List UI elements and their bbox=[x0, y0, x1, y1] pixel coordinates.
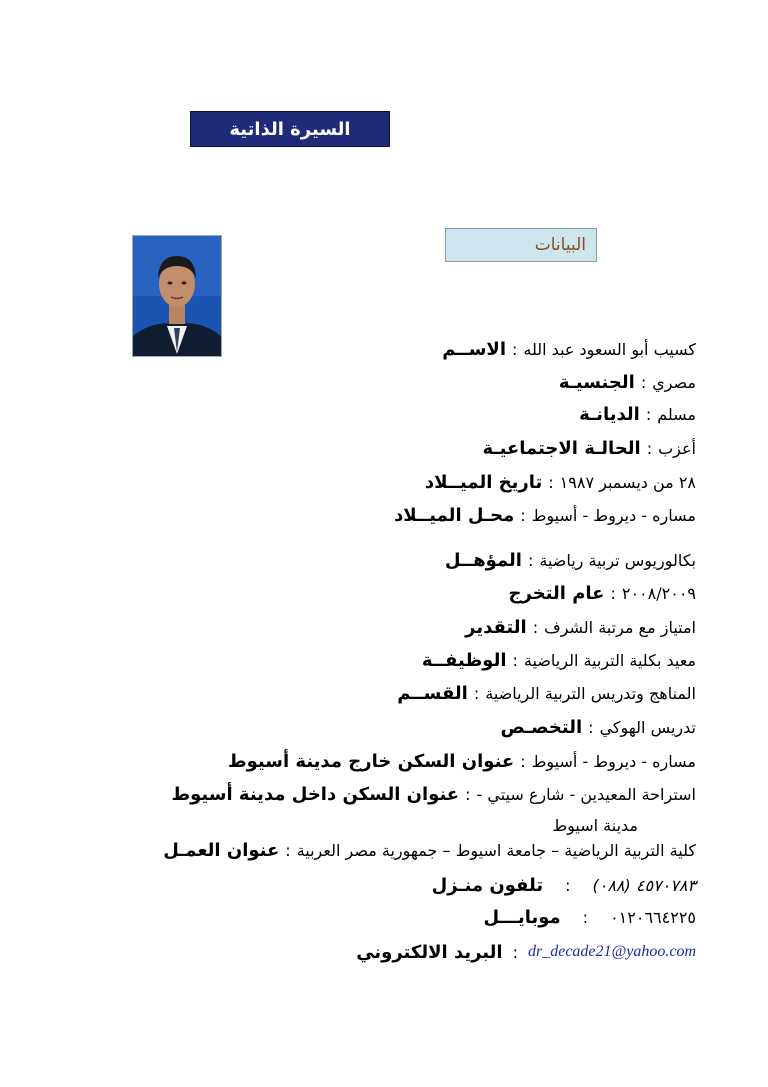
field-value: معيد بكلية التربية الرياضية bbox=[523, 650, 696, 670]
field-row-job bbox=[422, 645, 696, 675]
field-row-birth-place bbox=[394, 500, 696, 530]
field-separator: : bbox=[548, 472, 554, 492]
field-value: أعزب bbox=[658, 438, 696, 458]
field-value: مسلم bbox=[657, 404, 696, 424]
field-row-address-inside bbox=[171, 779, 696, 809]
field-separator: : bbox=[520, 751, 526, 771]
field-separator: : bbox=[610, 583, 616, 603]
field-row-graduation-year bbox=[509, 578, 696, 608]
field-value: استراحة المعيدين - شارع سيتي - bbox=[476, 784, 696, 804]
field-row-mobile bbox=[483, 902, 696, 932]
field-value: بكالوريوس تربية رياضية bbox=[539, 550, 696, 570]
field-row-religion bbox=[579, 399, 696, 429]
field-separator: : bbox=[645, 404, 652, 424]
field-separator: : bbox=[640, 372, 647, 392]
field-value: ٤٥٧٠٧٨٣ (٠٨٨) bbox=[592, 875, 696, 895]
data-section-label: البيانات bbox=[534, 235, 586, 255]
field-separator: : bbox=[565, 875, 571, 895]
field-row-nationality bbox=[559, 367, 696, 397]
field-label: التقدير bbox=[465, 616, 527, 638]
field-row-birth-date bbox=[425, 467, 696, 497]
field-label: الحالـة الاجتماعيـة bbox=[482, 437, 641, 459]
field-row-department bbox=[397, 678, 696, 708]
field-row-specialization bbox=[500, 712, 696, 742]
field-separator: : bbox=[582, 907, 589, 927]
field-label: الوظيفــة bbox=[421, 649, 507, 671]
cv-title: السيرة الذاتية bbox=[229, 118, 351, 140]
field-label: عنوان العمـل bbox=[163, 839, 280, 861]
field-separator: : bbox=[285, 840, 291, 860]
field-row-work-address bbox=[163, 835, 696, 865]
field-value: مصري bbox=[652, 372, 696, 392]
field-label: عام التخرج bbox=[508, 582, 605, 604]
field-separator: : bbox=[512, 339, 518, 359]
field-label: تلفون منـزل bbox=[431, 874, 544, 896]
field-label: الاســم bbox=[442, 338, 506, 360]
field-separator: : bbox=[532, 617, 539, 637]
field-row-name bbox=[442, 334, 696, 364]
field-separator: : bbox=[473, 683, 480, 703]
field-label: موبايـــل bbox=[483, 906, 561, 928]
field-separator: : bbox=[588, 717, 594, 737]
field-label: عنوان السكن خارج مدينة أسيوط bbox=[227, 750, 515, 772]
email-link[interactable]: dr_decade21@yahoo.com bbox=[527, 943, 696, 960]
address-continuation: مدينة اسيوط bbox=[552, 816, 638, 835]
field-row-email bbox=[356, 937, 696, 967]
field-value: ٢٨ من ديسمبر ١٩٨٧ bbox=[559, 472, 696, 492]
field-value: المناهج وتدريس التربية الرياضية bbox=[485, 683, 696, 703]
field-value: ٠١٢٠٦٦٤٢٢٥ bbox=[610, 907, 696, 927]
field-row-address-outside bbox=[228, 746, 696, 776]
field-label: البريد الالكتروني bbox=[356, 941, 503, 963]
field-row-marital-status bbox=[483, 433, 696, 463]
field-row-qualification bbox=[445, 545, 696, 575]
field-row-grade bbox=[465, 612, 696, 642]
field-label: عنوان السكن داخل مدينة أسيوط bbox=[171, 783, 460, 805]
field-label: الجنسيـة bbox=[558, 371, 635, 393]
field-label: الديانـة bbox=[579, 403, 640, 425]
field-row-home-phone bbox=[432, 870, 696, 900]
field-label: محـل الميــلاد bbox=[394, 504, 515, 526]
profile-photo bbox=[132, 235, 222, 357]
field-value: تدريس الهوكي bbox=[599, 717, 696, 737]
field-label: القســم bbox=[397, 682, 468, 704]
field-value: ٢٠٠٨/٢٠٠٩ bbox=[621, 583, 696, 603]
field-value: مساره - ديروط - أسيوط bbox=[531, 505, 696, 525]
field-value: امتياز مع مرتبة الشرف bbox=[544, 617, 696, 637]
field-separator: : bbox=[512, 942, 518, 962]
data-section-box bbox=[445, 228, 597, 262]
field-label: تاريخ الميــلاد bbox=[424, 471, 543, 493]
field-label: التخصـص bbox=[500, 716, 583, 738]
field-label: المؤهــل bbox=[444, 549, 522, 571]
field-separator: : bbox=[520, 505, 526, 525]
field-separator: : bbox=[465, 784, 471, 804]
profile-photo-image bbox=[133, 236, 221, 356]
field-value: كلية التربية الرياضية – جامعة اسيوط – جمهورية مصر العربية bbox=[296, 840, 696, 860]
field-value: كسيب أبو السعود عبد الله bbox=[523, 339, 696, 359]
cv-title-box bbox=[190, 111, 390, 147]
field-separator: : bbox=[646, 438, 653, 458]
field-separator: : bbox=[527, 550, 534, 570]
field-value: مساره - ديروط - أسيوط bbox=[531, 751, 696, 771]
field-separator: : bbox=[512, 650, 518, 670]
